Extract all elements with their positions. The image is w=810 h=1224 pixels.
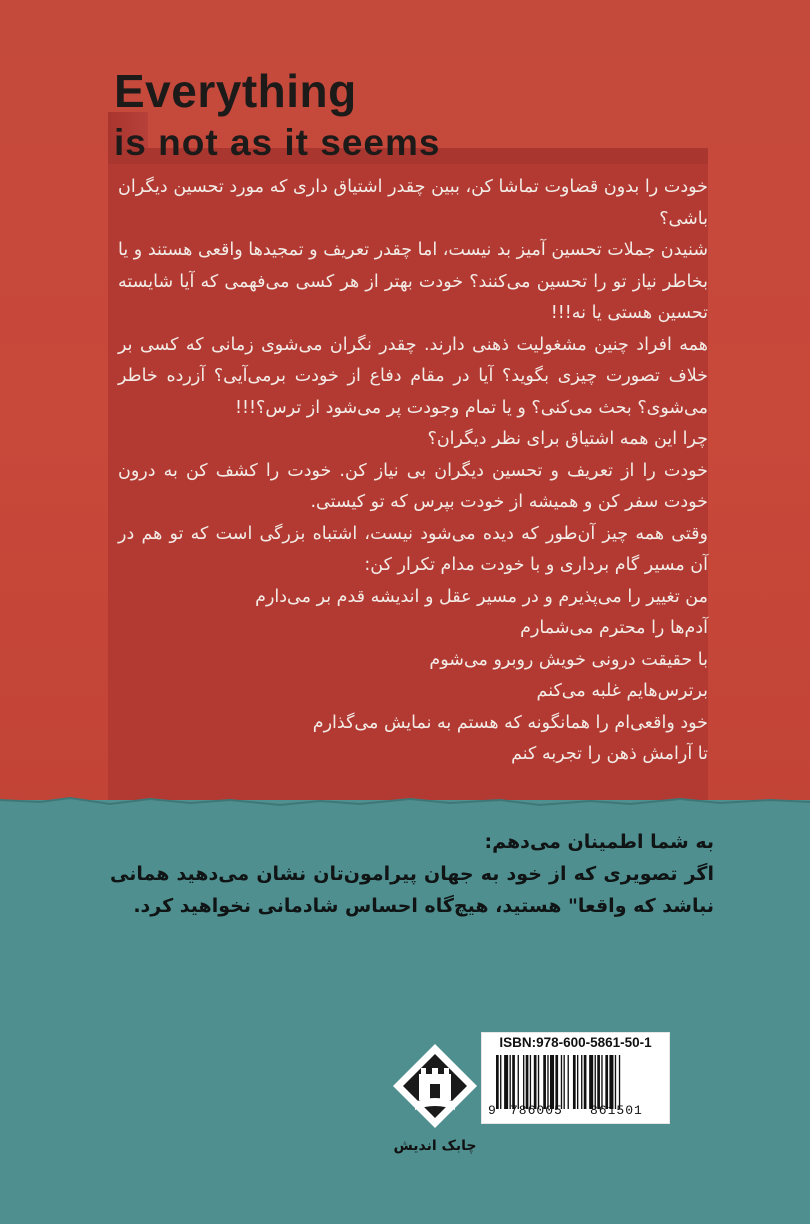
barcode-bar [584,1055,587,1109]
barcode-bar [510,1055,511,1109]
barcode-bar [526,1055,529,1109]
barcode-bar [615,1055,616,1109]
barcode-bar [523,1055,524,1109]
barcode-bar [512,1055,515,1109]
barcode-bar [601,1055,602,1109]
isbn-label: ISBN:978-600-5861-50-1 [499,1035,652,1050]
barcode-digits-left: 786005 [510,1103,563,1118]
assurance-block [110,826,714,922]
barcode-bar [555,1055,558,1109]
barcode-bar [504,1055,508,1109]
body-paragraph: تا آرامش ذهن را تجربه کنم [511,744,708,764]
assurance-text: اگر تصویری که از خود به جهان پیرامون‌تان نشان می‌دهید همانی نباشد که واقعا" هستید، هیچ‌گاه احساس شادمانی نخواهید کرد. [110,863,714,917]
barcode-bar [543,1055,546,1109]
body-paragraph: با حقیقت درونی خویش روبرو می‌شوم [429,649,708,670]
barcode-bar [547,1055,548,1109]
publisher-name: چابک اندیش [393,1138,477,1154]
publisher-logo [385,1040,485,1170]
assurance-heading: به شما اطمینان می‌دهم: [484,831,714,853]
barcode-bar [619,1055,620,1109]
barcode-bar [496,1055,499,1109]
barcode-bar [538,1055,539,1109]
body-paragraph: من تغییر را می‌پذیرم و در مسیر عقل و اندیشه قدم بر می‌دارم [255,586,708,607]
barcode-bar [577,1055,578,1109]
body-paragraph: خودت را از تعریف و تحسین دیگران بی نیاز کن. خودت را کشف کن به درون خودت سفر کن و همیشه از خودت بپرس که تو کیستی. [118,460,708,512]
body-text [118,172,708,771]
barcode-digits [488,1103,666,1121]
barcode-block [481,1032,670,1124]
barcode-bar [561,1055,562,1109]
barcode-bars [496,1055,660,1109]
barcode-bar [564,1055,565,1109]
barcode-digit-first: 9 [488,1103,496,1118]
body-paragraph: آدم‌ها را محترم می‌شمارم [520,618,708,638]
body-paragraph: خود واقعی‌ام را همانگونه که هستم به نمایش می‌گذارم [312,712,708,733]
body-paragraph: چرا این همه اشتیاق برای نظر دیگران؟ [427,429,708,449]
barcode-bar [518,1055,519,1109]
body-paragraph: برترس‌هایم غلبه می‌کنم [536,681,708,701]
barcode-bar [589,1055,593,1109]
barcode-bar [581,1055,582,1109]
book-castle-logo-icon [385,1040,485,1170]
barcode-bar [550,1055,554,1109]
barcode-bar [500,1055,501,1109]
barcode-bar [534,1055,537,1109]
barcode-bar [573,1055,576,1109]
barcode-bar [597,1055,600,1109]
title-line-1: Everything [114,65,357,117]
body-paragraph: همه افراد چنین مشغولیت ذهنی دارند. چقدر نگران می‌شوی زمانی که کسی بر خلاف تصورت چیزی بگوید؟ آیا در مقام دفاع از خودت برمی‌آیی؟ آزرده خاطر می‌شوی؟ بحث می‌کنی؟ و یا تمام وجودت پر می‌شود از ترس؟!!! [118,334,708,418]
torn-paper-edge [0,790,810,830]
barcode-bar [530,1055,531,1109]
barcode-bar [568,1055,569,1109]
barcode-bar [595,1055,596,1109]
barcode-digits-right: 861501 [590,1103,643,1118]
body-paragraph: شنیدن جملات تحسین آمیز بد نیست، اما چقدر تعریف و تمجیدها واقعی هستند و یا بخاطر نیاز تو را تحسین می‌کنند؟ خودت بهتر از هر کسی می‌فهمی که آیا شایسته تحسین هستی یا نه!!! [118,240,708,323]
body-paragraph: وقتی همه چیز آن‌طور که دیده می‌شود نیست، اشتباه بزرگی است که تو هم در آن مسیر گام برداری و با خودت مدام تکرار کن: [118,523,708,575]
barcode-bar [609,1055,613,1109]
body-paragraph: خودت را بدون قضاوت تماشا کن، ببین چقدر اشتیاق داری که مورد تحسین دیگران باشی؟ [118,177,708,229]
barcode-bar [605,1055,608,1109]
title-line-2: is not as it seems [114,122,441,163]
